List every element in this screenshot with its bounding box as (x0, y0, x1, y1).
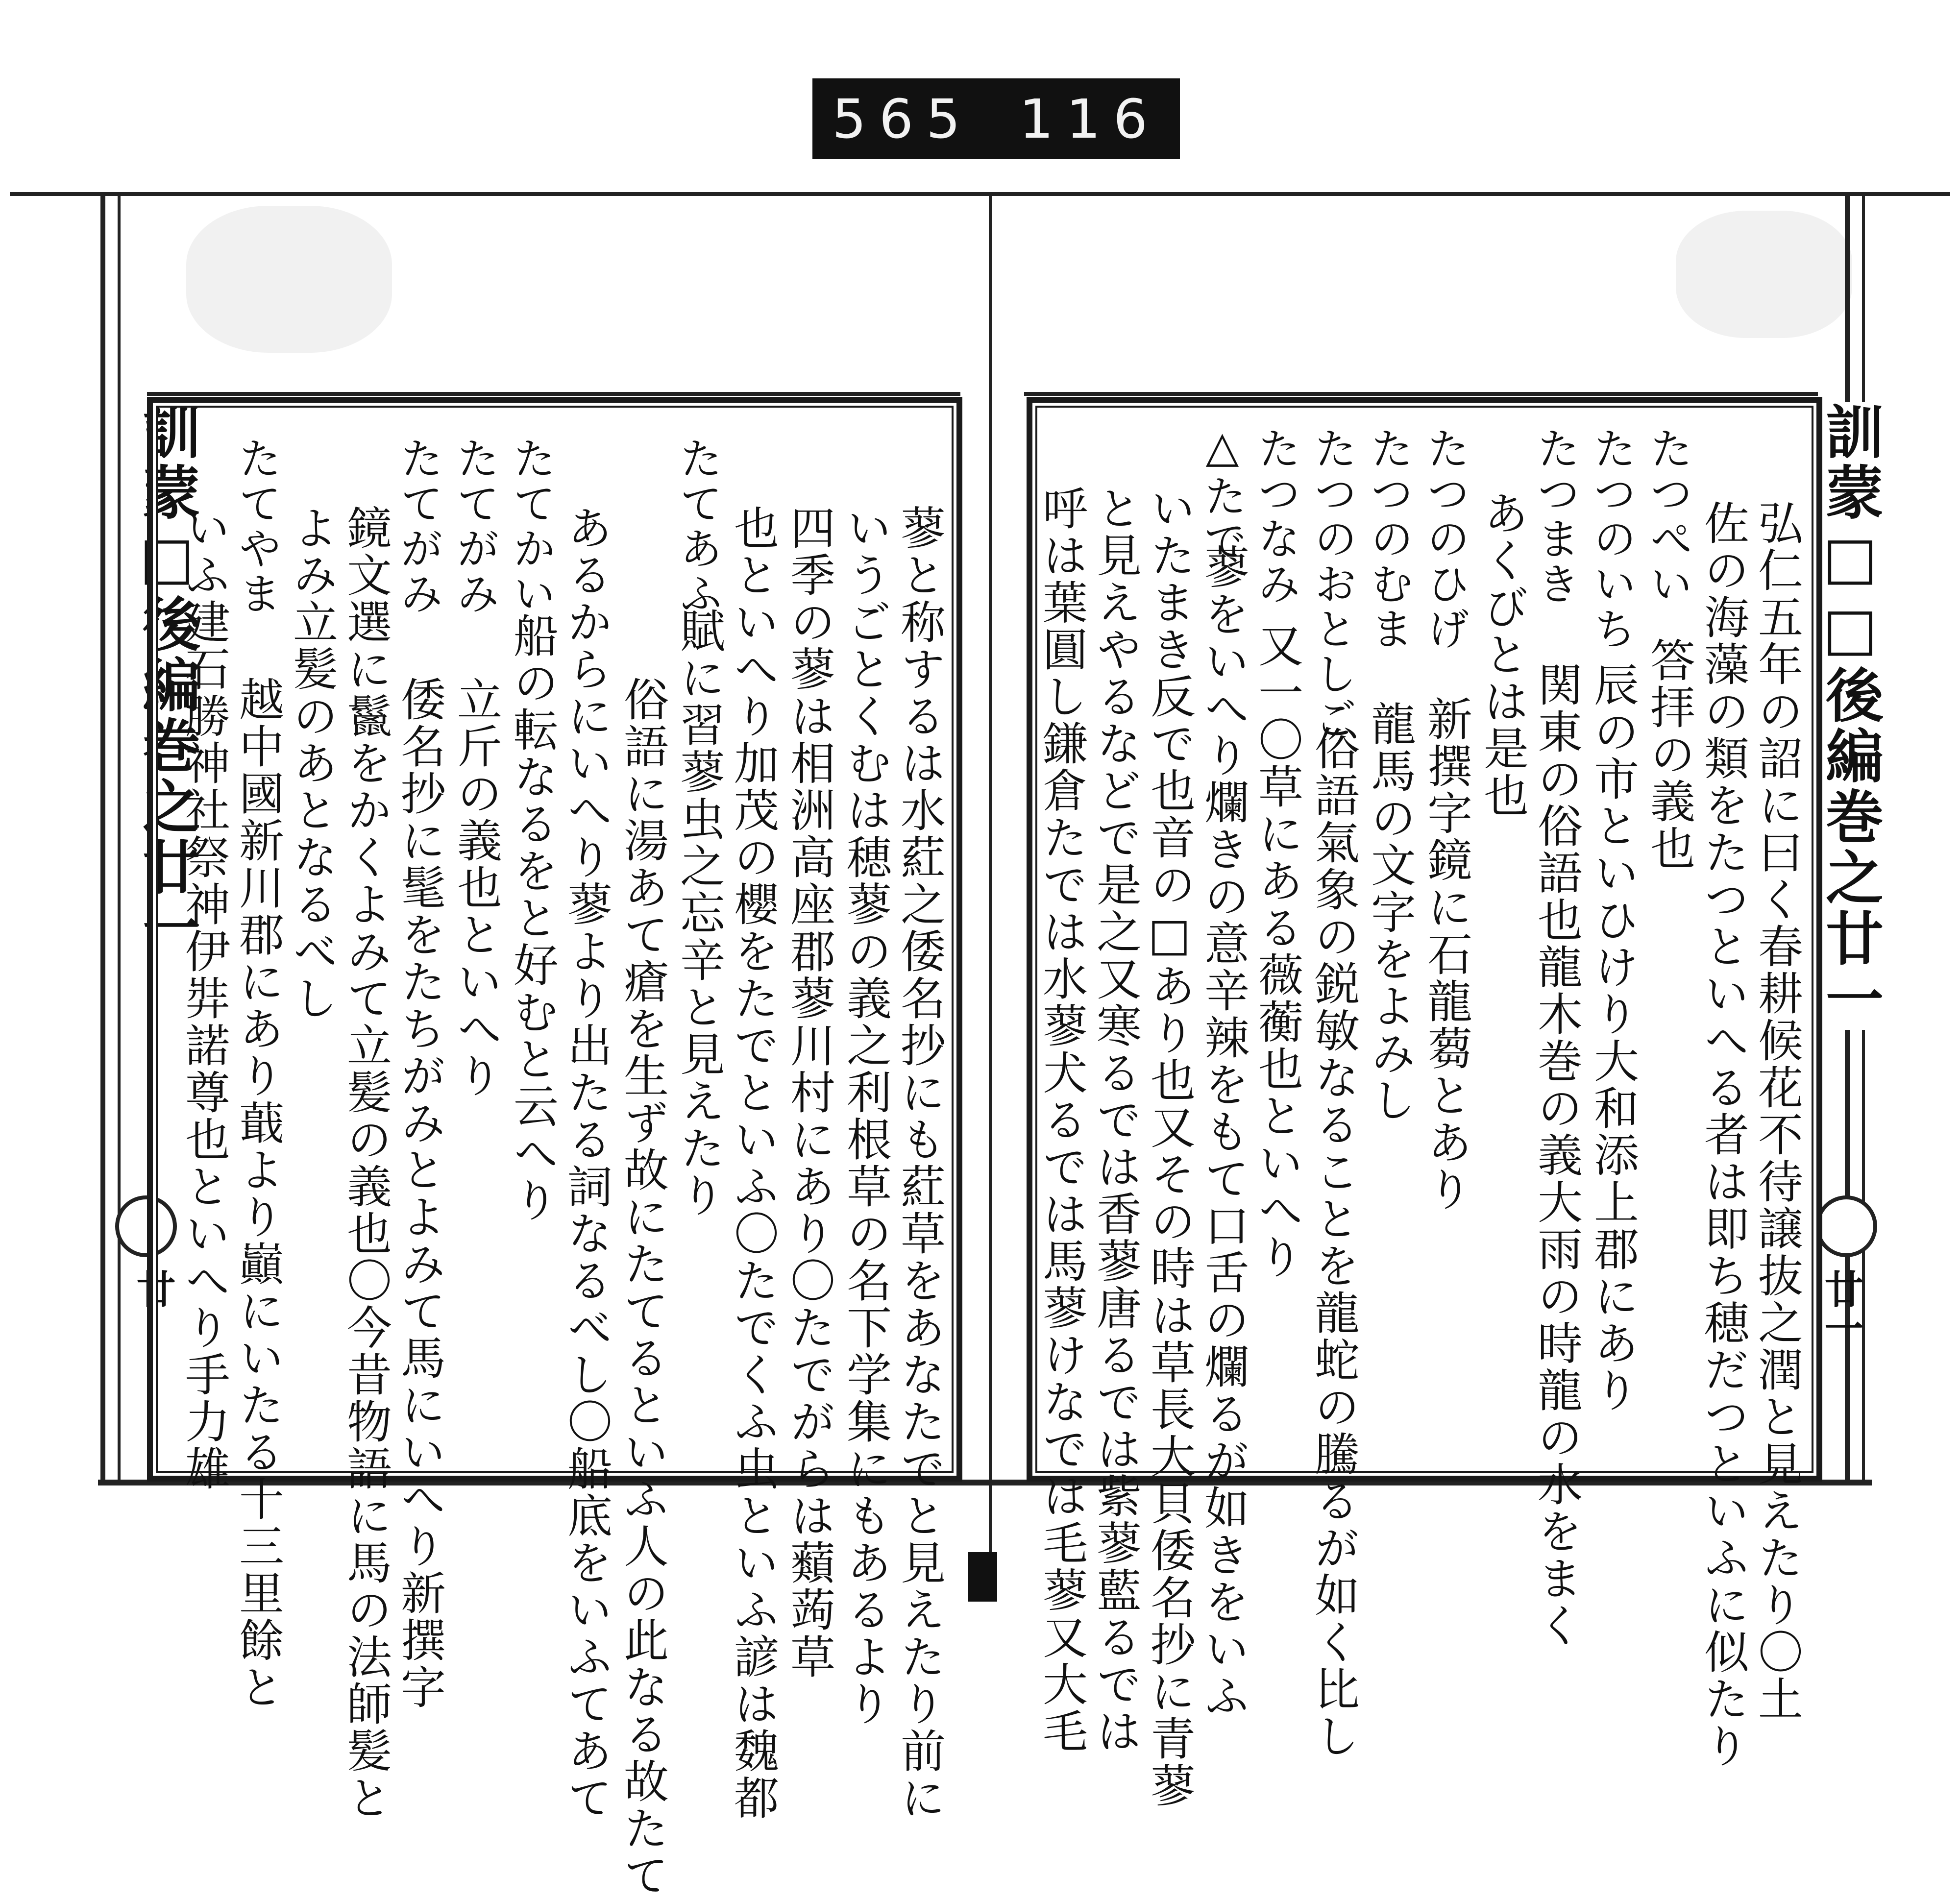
right-col-22: 呼は葉圓し鎌倉たでは水蓼犬るでは馬蓼けなでは毛蓼又大毛 (1035, 485, 1088, 1755)
right-col-17: 又一〇草にある薇蘅也といへり (1251, 622, 1303, 1281)
left-col-08: あるからにいへり蓼より出たる詞なるべし〇船底をいふてあて (560, 505, 612, 1822)
book-top-edge (10, 192, 1950, 196)
left-col-19: いふ建石勝神社祭神伊弉諾尊也といへり手力雄 (178, 505, 230, 1492)
right-col-14: たつのおとしご (1307, 426, 1358, 742)
left-col-05: たてあふ (673, 436, 723, 616)
right-col-15: 俗語氣象の鋭敏なることを龍蛇の騰るが如く比し (1307, 725, 1360, 1760)
left-col-13: たてがみ (393, 436, 444, 616)
left-col-16: よみ立髪のあとなるべし (286, 505, 338, 1022)
left-page-folio: 廿 (130, 1269, 176, 1308)
right-col-21: と見えやるなどで是之又寒るでは香蓼唐るでは紫蓼藍るでは (1089, 485, 1142, 1755)
right-col-18: △たで (1197, 421, 1248, 564)
right-page-margin-title: 訓蒙□□後編巻之廿一 (1808, 402, 1891, 1030)
left-col-10: 船の転なるをと好むと云へり (506, 612, 559, 1224)
right-page-folio: 廿一 (1818, 1269, 1864, 1347)
left-page-margin-title: 訓蒙□後編巻之廿一 (125, 402, 208, 959)
right-col-13: 龍馬の文字をよみし (1364, 701, 1416, 1124)
left-col-01: 蓼と称するは水葒之倭名抄にも葒草をあなたでと見えたり前に (893, 505, 946, 1822)
right-col-16: たつなみ (1251, 426, 1301, 607)
right-col-12: たつのむま (1364, 426, 1414, 652)
left-col-09: たてかい (506, 436, 557, 616)
paper-stain (186, 206, 392, 353)
right-col-01: 弘仁五年の詔に曰く春耕候花不待譲抜之潤と見えたり〇土 (1751, 500, 1803, 1723)
right-col-06: 辰の市といひけり大和添上郡にあり (1587, 661, 1639, 1414)
right-col-19: 蓼をいへり爛きの意辛辣をもて口舌の爛るが如きをいふ (1197, 544, 1250, 1720)
left-page-outer-rule-2 (118, 192, 121, 1485)
spine-mark (968, 1552, 997, 1602)
left-col-17: たてやま (232, 436, 282, 616)
left-page-head-rule (147, 392, 960, 396)
book-center-fold (989, 192, 992, 1602)
right-page-head-rule (1024, 392, 1818, 396)
archive-label (812, 78, 1180, 159)
left-col-18: 越中國新川郡にあり蕺より巓にいたる十三里餘と (232, 676, 284, 1711)
left-col-07: 俗語に湯あて瘡を生ず故にたてるといふ人の此なる故たて (616, 676, 669, 1899)
archive-label-right: 116 (1019, 87, 1160, 150)
right-col-20: いたまき反で也音の□あり也又その時は草長大貝倭名抄に青蓼 (1143, 485, 1196, 1809)
right-col-02: 佐の海藻の類をたつといへる者は即ち穂だつといふに似たり (1697, 500, 1749, 1770)
right-col-11: 新撰字鏡に石龍蒭とあり (1420, 696, 1472, 1213)
left-col-04: 也といへり加茂の櫻をたでといふ〇たでくふ虫といふ諺は魏都 (727, 505, 779, 1822)
right-col-05: たつのいち (1587, 426, 1637, 652)
left-page-outer-rule (100, 192, 105, 1485)
right-col-09: あくびとは是也 (1476, 490, 1529, 819)
left-col-02: いうごとくむは穂蓼の義之利根草の名下学集にもあるより (839, 505, 892, 1728)
left-col-03: 四季の蓼は相洲高座郡蓼川村にあり〇たでがらは蘱蒟草 (783, 505, 835, 1680)
archive-label-left: 565 (832, 87, 973, 150)
left-col-15: 鏡文選に鬣をかくよみて立髪の義也〇今昔物語に馬の法師髪と (340, 505, 392, 1822)
left-col-14: 倭名抄に髦をたちがみとよみて馬にいへり新撰字 (393, 676, 446, 1711)
right-col-04: 答拝の義也 (1643, 637, 1695, 872)
right-col-07: たつまき (1530, 426, 1581, 607)
left-col-06: 賦に習蓼虫之忘辛と見えたり (673, 608, 725, 1219)
right-col-10: たつのひげ (1420, 426, 1470, 652)
paper-stain (1676, 211, 1852, 338)
left-col-11: たてがみ (450, 436, 500, 616)
right-col-03: たつぺい (1643, 426, 1693, 607)
left-col-12: 立斤の義也といへり (450, 676, 502, 1099)
right-col-08: 関東の俗語也龍木巻の義大雨の時龍の水をまく (1530, 661, 1583, 1649)
right-page-margin-circle (1815, 1195, 1877, 1257)
